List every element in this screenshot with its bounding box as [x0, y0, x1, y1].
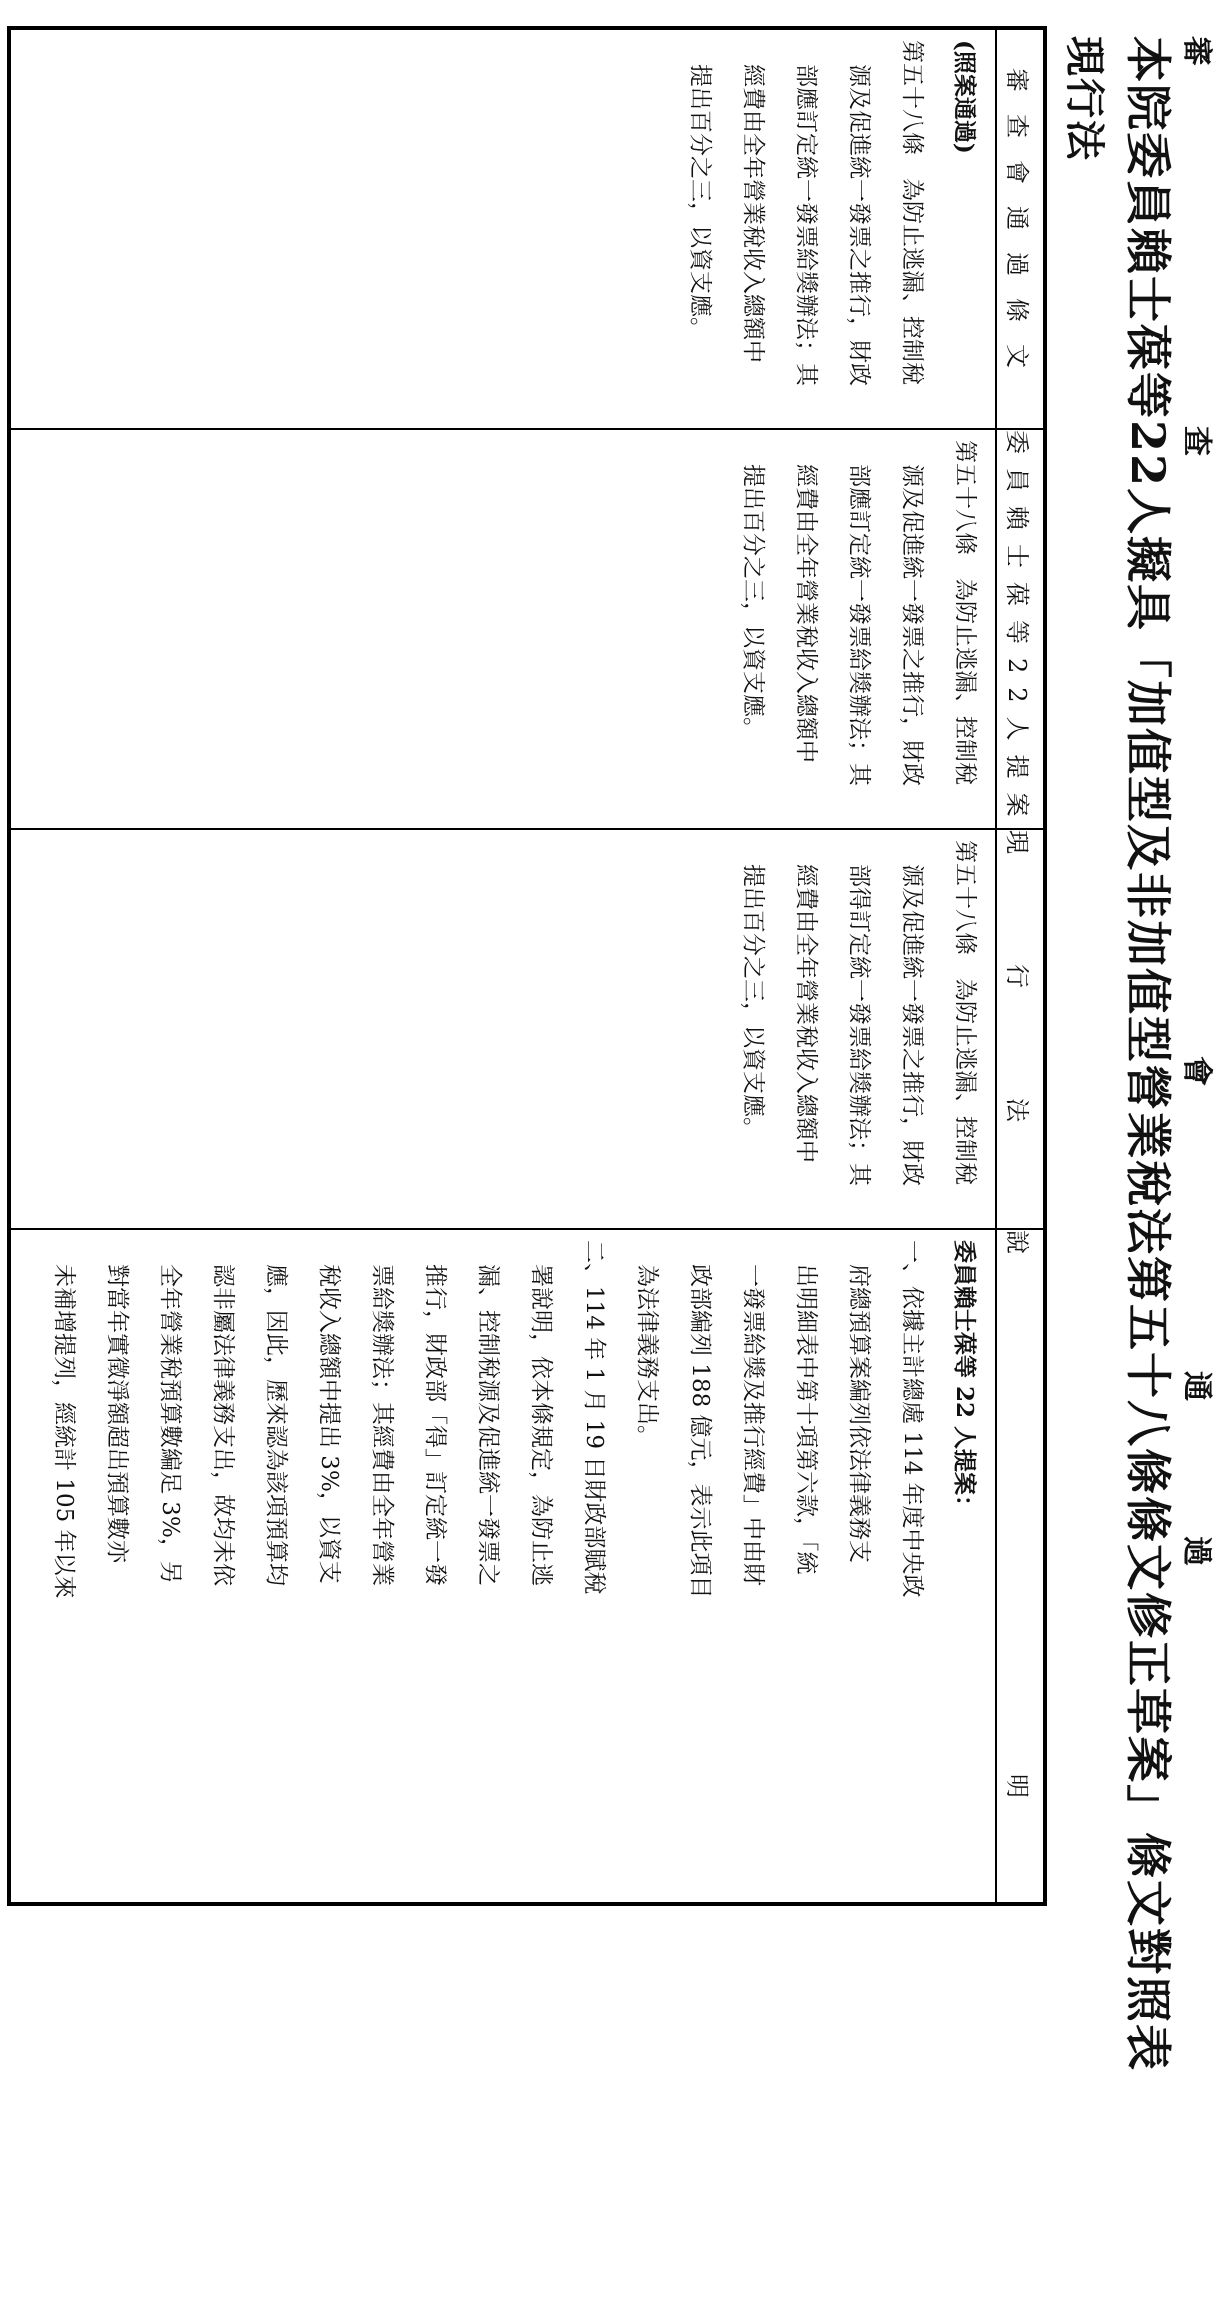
text-line: 署說明，依本條規定，為防止逃	[528, 1264, 554, 1586]
text-line: 部應訂定統一發票給獎辦法；其	[793, 64, 819, 386]
annotation-cha: 查	[1179, 426, 1214, 456]
text-line: 推行，財政部「得」訂定統一發	[422, 1264, 448, 1586]
annotation-shen: 審	[1179, 36, 1214, 66]
text-line: 府總預算案編列依法律義務支	[846, 1264, 872, 1563]
text-line: 對當年實徵淨額超出預算數亦	[104, 1264, 130, 1563]
text-line: 源及促進統一發票之推行，財政	[846, 64, 872, 386]
title-block	[1054, 36, 1214, 2073]
column-proposal	[11, 430, 1043, 830]
text-line: 經費由全年營業稅收入總額中	[793, 864, 819, 1163]
column-header: 委員賴士葆等22人提案	[1003, 430, 1031, 831]
text-line: 經費由全年營業稅收入總額中	[740, 64, 766, 363]
document-title: 本院委員賴士葆等22人擬具「加值型及非加值型營業稅法第五十八條條文修正草案」條文對照表	[1121, 36, 1175, 2073]
text-line: 源及促進統一發票之推行，財政	[899, 464, 925, 786]
annotation-hui: 會	[1179, 1056, 1214, 1086]
text-line: 票給獎辦法；其經費由全年營業	[369, 1264, 395, 1586]
text-line: 認非屬法律義務支出，故均未依	[210, 1264, 236, 1586]
cell-heading: 委員賴士葆等 22 人提案：	[951, 1240, 978, 1519]
text-line: 出明細表中第十項第六款，「統	[793, 1264, 819, 1575]
text-line: 部得訂定統一發票給獎辦法；其	[846, 864, 872, 1186]
text-line: 稅收入總額中提出 3%，以資支	[316, 1264, 342, 1584]
text-line: 全年營業稅預算數編足 3%，另	[157, 1264, 183, 1584]
text-line: 一發票給獎及推行經費」中由財	[740, 1264, 766, 1586]
text-line: 二、114 年 1 月 19 日財政部賦稅	[581, 1240, 607, 1595]
column-header: 審查會通過條文	[1003, 68, 1031, 390]
text-line: 為法律義務支出。	[634, 1264, 660, 1448]
cell-content	[726, 840, 991, 1220]
cell-content	[726, 440, 991, 820]
text-line: 漏、控制稅源及促進統一發票之	[475, 1264, 501, 1586]
column-header: 說明	[1003, 1230, 1031, 2318]
title-second-line: 現行法	[1061, 36, 1108, 162]
text-line: 第五十八條 為防止逃漏、控制稅	[952, 840, 978, 1185]
text-line: 未補增提列，經統計 105 年以來	[51, 1264, 77, 1599]
cell-content	[673, 40, 991, 420]
text-line: 經費由全年營業稅收入總額中	[793, 464, 819, 763]
column-current-law	[11, 830, 1043, 1230]
annotation-tong: 通	[1179, 1371, 1214, 1401]
text-line: 部應訂定統一發票給獎辦法；其	[846, 464, 872, 786]
column-header: 現行法	[1003, 830, 1031, 1232]
cell-content	[37, 1240, 991, 1894]
column-explanation	[11, 1230, 1043, 2318]
text-line: 提出百分之三，以資支應。	[740, 864, 766, 1140]
annotation-guo: 過	[1179, 1536, 1214, 1566]
comparison-table	[7, 26, 1047, 2318]
text-line: 提出百分之三，以資支應。	[687, 64, 713, 340]
text-line: 提出百分之三，以資支應。	[740, 464, 766, 740]
text-line: 源及促進統一發票之推行，財政	[899, 864, 925, 1186]
column-review-passed	[11, 30, 1043, 430]
text-line: 政部編列 188 億元，表示此項目	[687, 1264, 713, 1599]
cell-heading: (照案通過)	[951, 40, 978, 154]
text-line: 第五十八條 為防止逃漏、控制稅	[952, 440, 978, 785]
text-line: 一、依據主計總處 114 年度中央政	[899, 1240, 925, 1598]
text-line: 第五十八條 為防止逃漏、控制稅	[899, 40, 925, 385]
text-line: 應，因此，歷來認為該項預算均	[263, 1264, 289, 1586]
